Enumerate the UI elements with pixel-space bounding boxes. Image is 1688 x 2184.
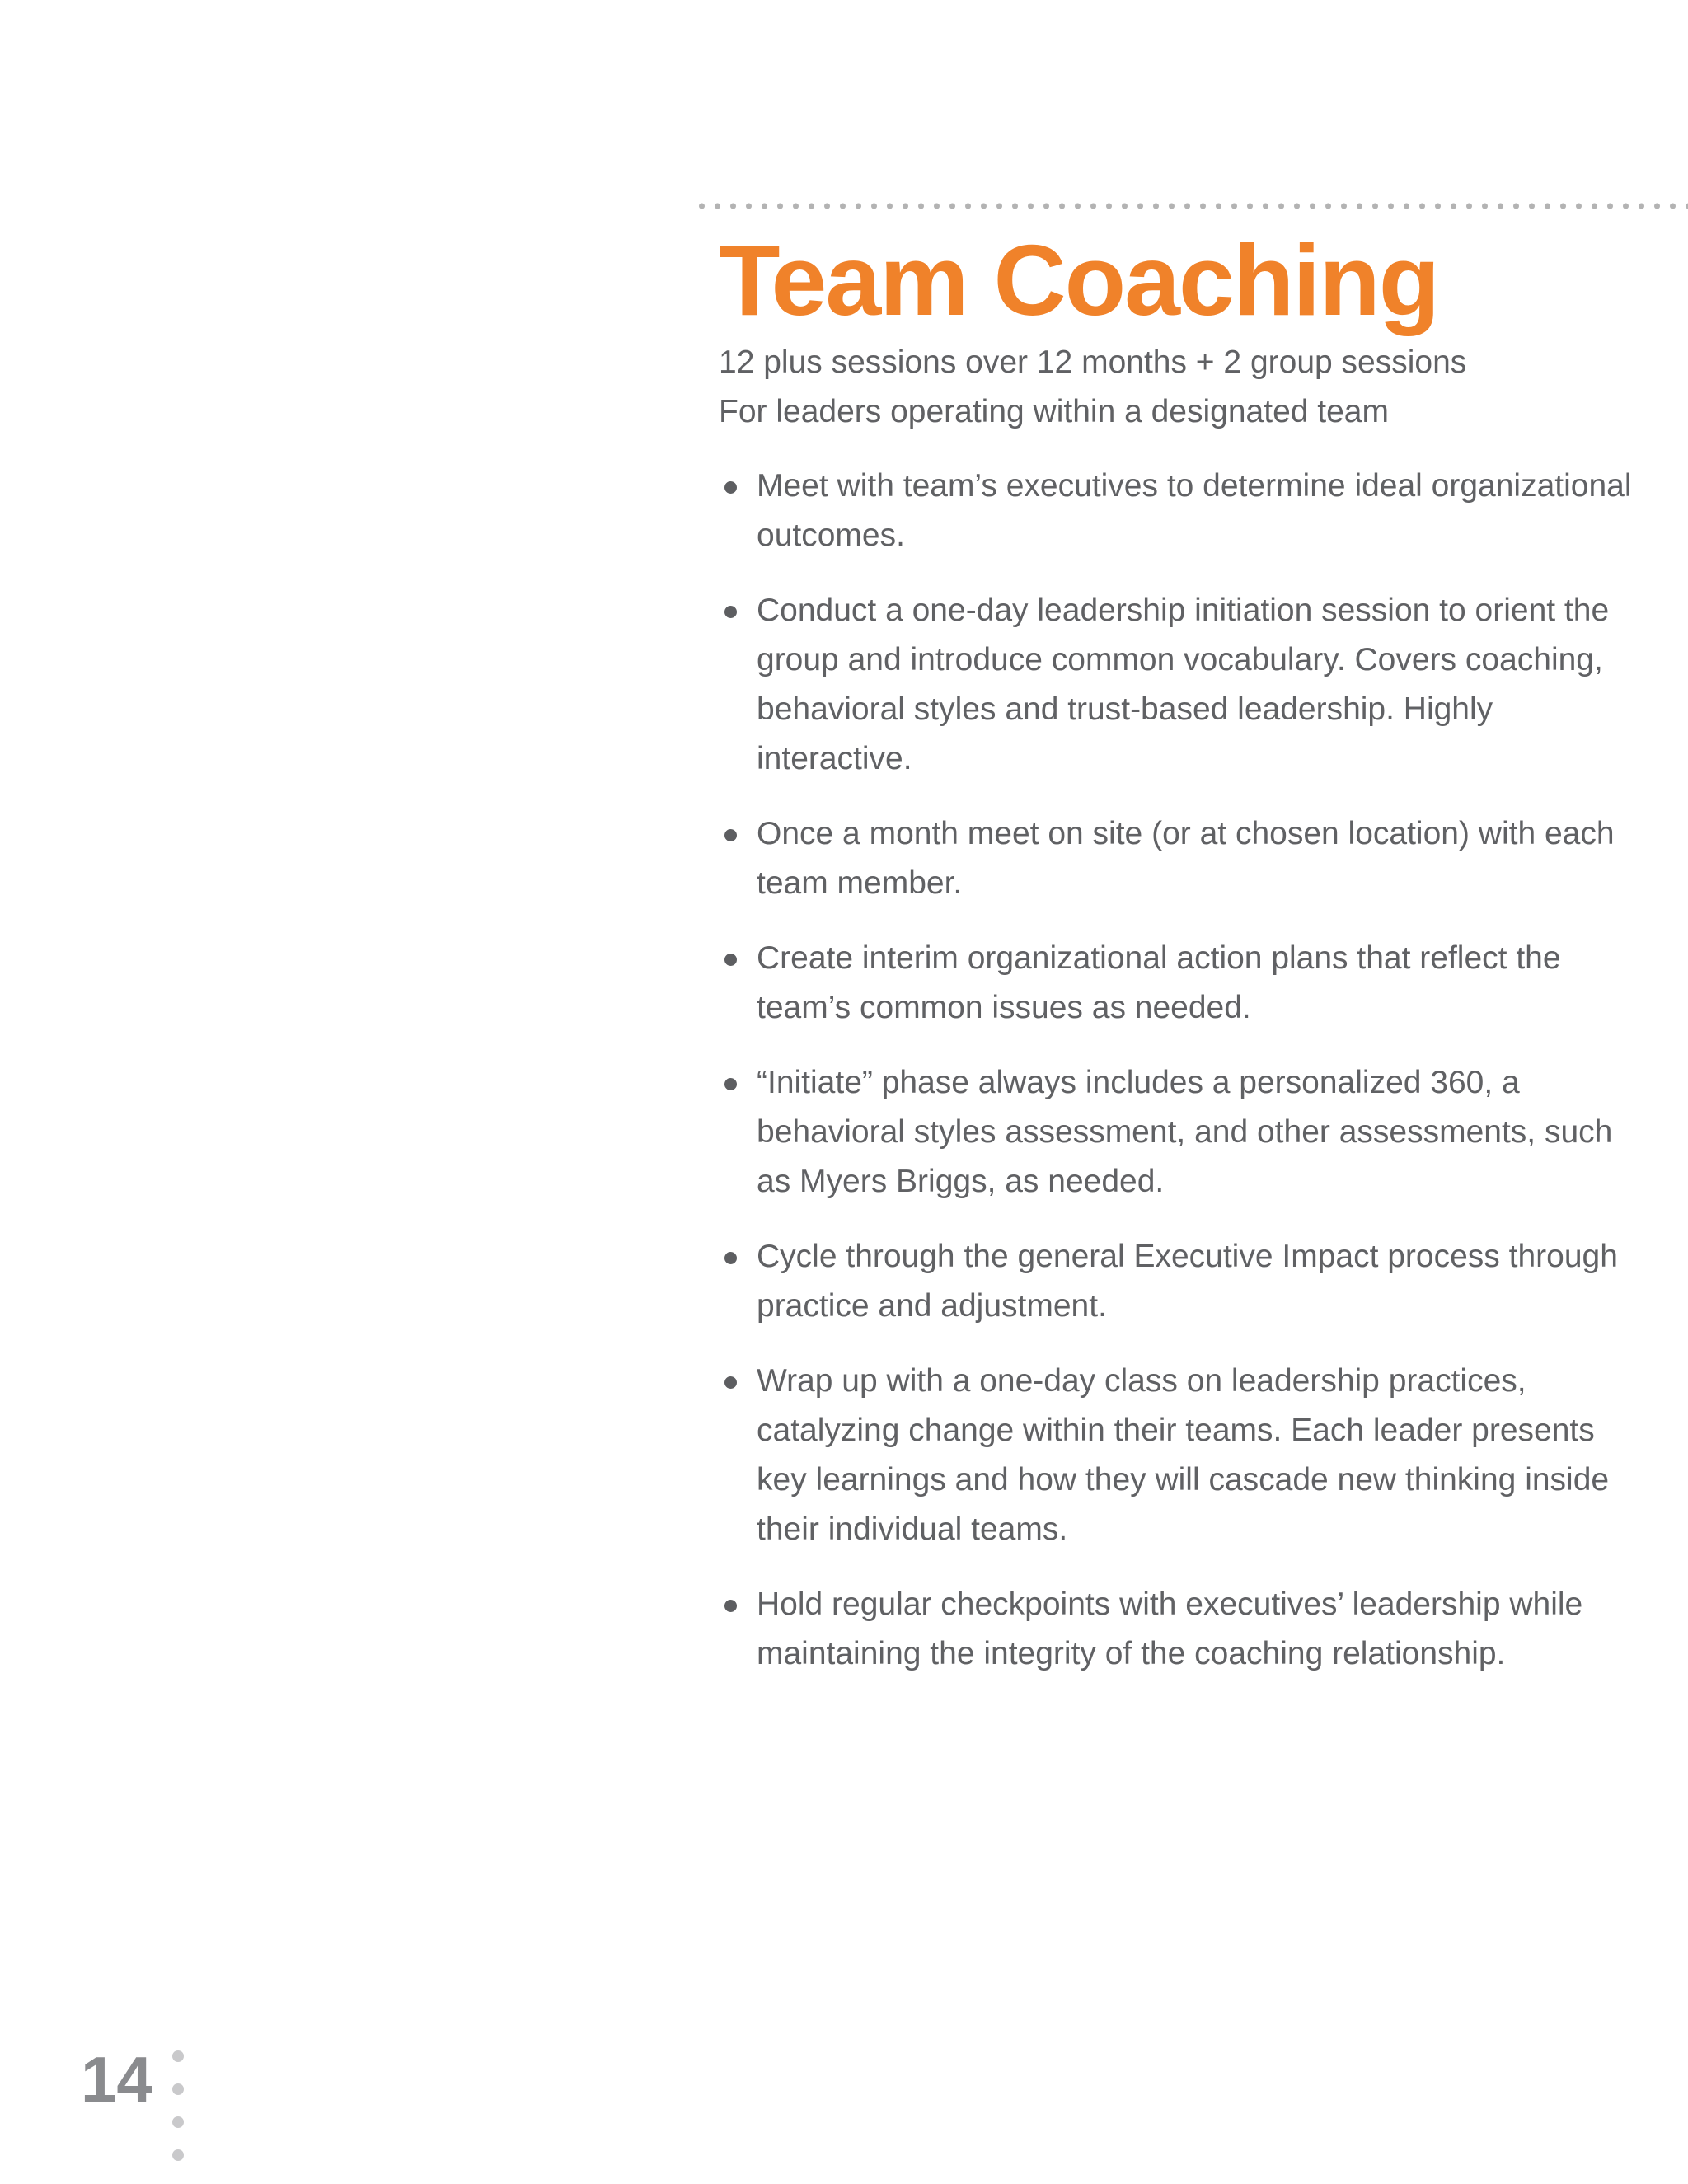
decorative-dot-icon — [172, 2050, 184, 2062]
bullet-icon — [724, 1600, 737, 1612]
bullet-icon — [724, 606, 737, 618]
list-item — [719, 934, 1642, 1033]
decorative-dot-icon — [172, 2116, 184, 2128]
bullet-icon — [724, 1252, 737, 1264]
list-item-text: Conduct a one-day leadership initiation session to orient the group and introduce common vocabulary. Covers coaching, behavioral styles and trust-based leadership. Highly interactive. — [757, 593, 1610, 776]
bullet-icon — [724, 481, 737, 494]
list-item — [719, 809, 1642, 908]
list-item — [719, 1357, 1642, 1554]
list-item-text: Meet with team’s executives to determine ideal organizational outcomes. — [757, 468, 1632, 553]
subtitle-audience: For leaders operating within a designated team — [719, 394, 1389, 429]
list-item — [719, 1058, 1642, 1207]
list-item-text: Cycle through the general Executive Impact process through practice and adjustment. — [757, 1239, 1618, 1324]
page-number-dots — [172, 2050, 185, 2182]
list-item-text: Wrap up with a one-day class on leadership practices, catalyzing change within their teams. Each leader presents key learnings and how they will cascade new thinking inside their individual teams. — [757, 1363, 1610, 1547]
subtitle-sessions: 12 plus sessions over 12 months + 2 group sessions — [719, 344, 1467, 380]
bullet-icon — [724, 954, 737, 966]
bullet-icon — [724, 829, 737, 841]
list-item-text: Hold regular checkpoints with executives’ leadership while maintaining the integrity of the coaching relationship. — [757, 1586, 1583, 1671]
decorative-dot-icon — [172, 2149, 184, 2161]
bullet-icon — [724, 1376, 737, 1389]
list-item — [719, 462, 1642, 560]
list-item-text: Create interim organizational action plans that reflect the team’s common issues as needed. — [757, 940, 1561, 1025]
decorative-dot-icon — [172, 2083, 184, 2095]
list-item — [719, 1232, 1642, 1331]
page-title: Team Coaching — [719, 224, 1439, 336]
main-content — [719, 223, 1642, 1704]
list-item-text: “Initiate” phase always includes a personalized 360, a behavioral styles assessment, and other assessments, such as Myers Briggs, as needed. — [757, 1065, 1613, 1199]
list-item-text: Once a month meet on site (or at chosen location) with each team member. — [757, 816, 1615, 901]
bullet-icon — [724, 1078, 737, 1090]
dotted-divider — [694, 203, 1688, 209]
page-number: 14 — [81, 2043, 152, 2116]
list-item — [719, 1580, 1642, 1679]
bullet-list — [719, 462, 1642, 1679]
list-item — [719, 586, 1642, 784]
